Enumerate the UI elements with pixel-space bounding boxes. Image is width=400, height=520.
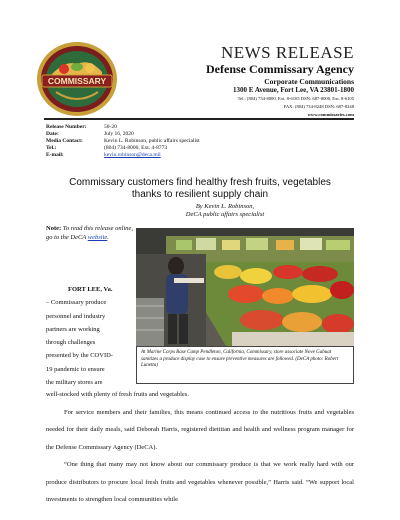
release-meta: [46, 124, 200, 159]
headline: [40, 177, 360, 201]
dateline: FORT LEE, Va.: [68, 286, 113, 293]
agency-fax: FAX: (804) 734-8248 DSN: 687-8248: [283, 104, 354, 109]
body-line: through challenges: [46, 339, 96, 347]
commissary-logo: [36, 40, 118, 118]
logo-text: COMMISSARY: [47, 76, 107, 86]
header-rule: [44, 118, 354, 120]
note-text: To read this release online, go to the DeCA: [46, 225, 134, 241]
department-name: Corporate Communications: [264, 77, 354, 86]
agency-address: 1300 E Avenue, Fort Lee, VA 23801-1800: [233, 86, 354, 94]
byline-author: By Kevin L. Robinson,: [195, 203, 255, 210]
tel-label: Tel.:: [46, 145, 57, 151]
note-lead: Note:: [46, 225, 62, 232]
media-contact-label: Media Contact:: [46, 138, 83, 144]
headline-line-1: Commissary customers find healthy fresh fruits, vegetables: [69, 177, 331, 188]
body-left-column: [46, 283, 134, 389]
body-line: 19 pandemic to ensure: [46, 365, 105, 373]
paragraph-2: For service members and their families, this means continued access to the nutritious fruits and vegetables needed for their daily meals, said Deborah Harris, registered dietitian and health and wellness program manager for the Defense Commissary Agency (DeCA).: [46, 408, 354, 451]
release-date: July 16, 2020: [104, 131, 134, 137]
photo-caption: At Marine Corps Base Camp Pendleton, California, Commissary, store associate Nove Gabuat sanitizes a produce display case to ensure preventive measures are followed. (DeCA photo: Robert Lunetta): [136, 346, 354, 384]
email-label: E-mail:: [46, 152, 64, 158]
byline-title: DeCA public affairs specialist: [185, 211, 265, 218]
note-end: .: [107, 233, 109, 241]
paragraph-1-continued: well-stocked with plenty of fresh fruits and vegetables.: [46, 391, 189, 398]
media-contact: Kevin L. Robinson, public affairs specialist: [104, 138, 200, 144]
byline: [150, 203, 300, 219]
body-line: the military stores are: [46, 379, 103, 387]
paragraph-3: “One thing that many may not know about our commissary produce is that we work really hard with our produce distributors to procure local fresh fruits and vegetables whenever possible,” Harris said. “We support local investments to strengthen local communities while: [46, 461, 354, 503]
agency-phone: Tel.: (804) 734-8000, Ext. 8-6105 DSN: 687-8000, Ext. 8-6105: [237, 96, 354, 101]
online-note: [46, 225, 134, 242]
produce-display-photo: [136, 228, 354, 346]
body-line: presented by the COVID-: [46, 352, 113, 360]
body-line: – Commissary produce: [46, 299, 107, 307]
contact-email-link[interactable]: kevin.robinson@deca.mil: [104, 152, 161, 158]
release-number: 50-20: [104, 124, 117, 130]
website-link[interactable]: website: [87, 233, 108, 241]
body-line: personnel and industry: [46, 312, 106, 320]
news-release-title: NEWS RELEASE: [220, 43, 354, 62]
date-label: Date:: [46, 131, 59, 137]
agency-name: Defense Commissary Agency: [206, 62, 354, 76]
release-number-label: Release Number:: [46, 124, 87, 130]
headline-line-2: thanks to resilient supply chain: [131, 189, 269, 200]
contact-tel: (804) 734-8000, Ext. 4-8773: [104, 145, 168, 151]
body-full-width: [46, 386, 354, 509]
body-line: partners are working: [46, 325, 100, 333]
agency-website[interactable]: www.commissaries.com: [307, 112, 354, 117]
